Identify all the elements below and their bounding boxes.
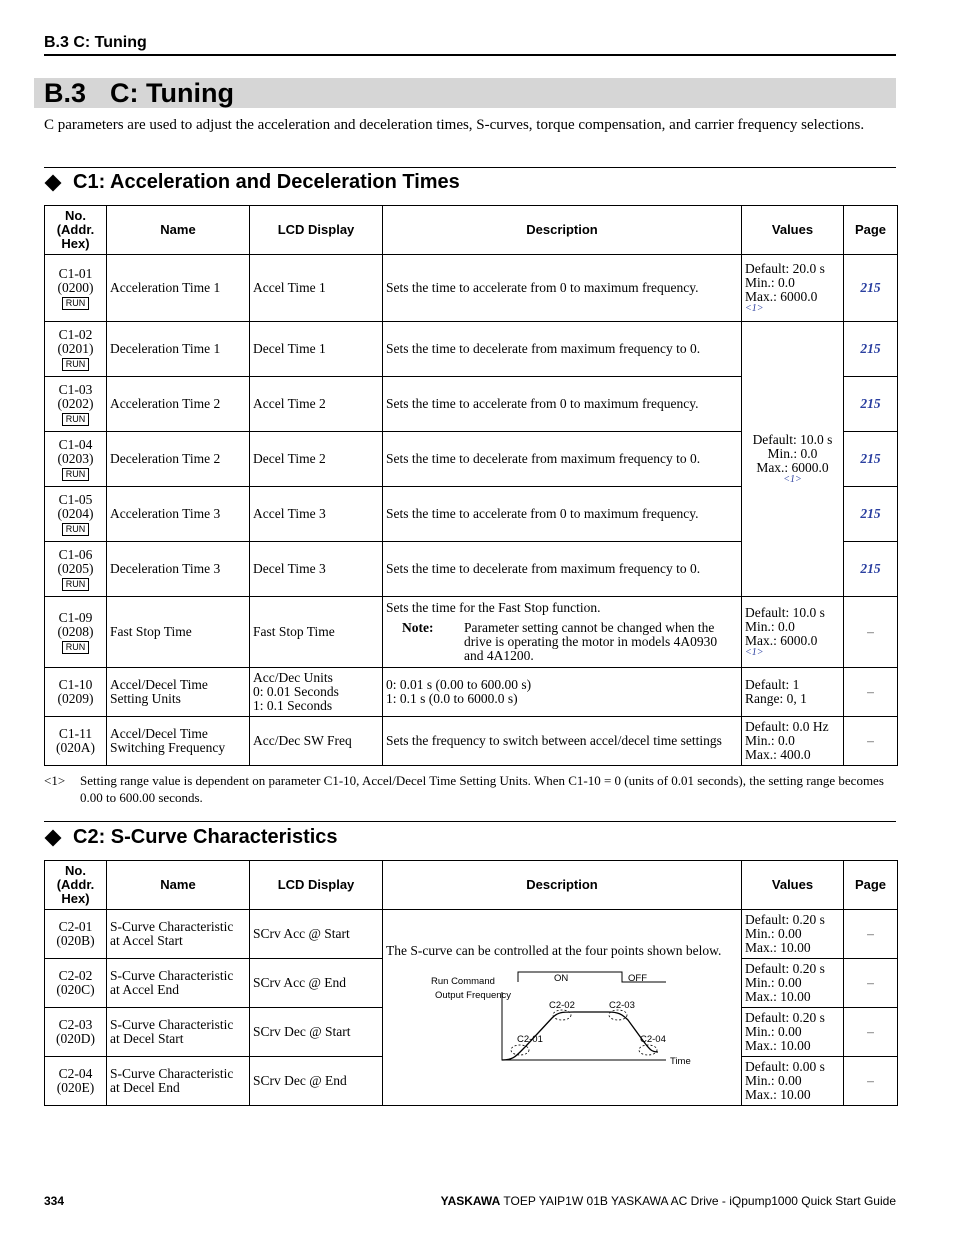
- c2-04-label: C2-04: [640, 1033, 666, 1045]
- c1-title: C1: Acceleration and Deceleration Times: [73, 171, 460, 193]
- run-badge: RUN: [62, 413, 90, 426]
- column-header: No. (Addr. Hex): [45, 206, 107, 255]
- table-header-row: [45, 861, 898, 910]
- table-row: [45, 668, 898, 717]
- page-ref: –: [844, 597, 898, 668]
- output-frequency-label: Output Frequency: [435, 989, 512, 1001]
- intro-paragraph: C parameters are used to adjust the acceleration and deceleration times, S-curves, torque compensation, and carrier frequency selections.: [44, 117, 865, 133]
- description: Sets the time to accelerate from 0 to maximum frequency.: [383, 487, 742, 542]
- param-name: S-Curve Characteristic at Accel End: [107, 959, 250, 1008]
- c1-parameter-table: [44, 205, 898, 766]
- c2-title: C2: S-Curve Characteristics: [73, 826, 338, 848]
- off-label: OFF: [628, 972, 647, 984]
- values: Default: 20.0 s Min.: 0.0 Max.: 6000.0 <1>: [742, 255, 844, 322]
- lcd-display: SCrv Dec @ End: [250, 1057, 383, 1106]
- lcd-display: Decel Time 3: [250, 542, 383, 597]
- param-number: C2-03 (020D): [45, 1008, 107, 1057]
- description: Sets the time to decelerate from maximum frequency to 0.: [383, 432, 742, 487]
- param-name: Acceleration Time 3: [107, 487, 250, 542]
- footer-brand: YASKAWA: [440, 1194, 501, 1208]
- param-number: C1-10 (0209): [45, 668, 107, 717]
- table-row: [45, 597, 898, 668]
- table-row: [45, 717, 898, 766]
- page-link[interactable]: 215: [844, 487, 898, 542]
- lcd-display: Decel Time 2: [250, 432, 383, 487]
- param-name: S-Curve Characteristic at Decel Start: [107, 1008, 250, 1057]
- footer-page-number: 334: [44, 1194, 65, 1208]
- param-name: Accel/Decel Time Switching Frequency: [107, 717, 250, 766]
- page-link[interactable]: 215: [844, 322, 898, 377]
- run-badge: RUN: [62, 578, 90, 591]
- column-header: Values: [742, 861, 844, 910]
- page-ref: –: [844, 668, 898, 717]
- table-row: [45, 255, 898, 322]
- page-ref: –: [844, 959, 898, 1008]
- diamond-bullet-icon: [45, 829, 62, 846]
- values: Default: 0.00 s Min.: 0.00 Max.: 10.00: [742, 1057, 844, 1106]
- values: Default: 0.20 s Min.: 0.00 Max.: 10.00: [742, 1008, 844, 1057]
- page-ref: –: [844, 910, 898, 959]
- footnote: [44, 772, 898, 806]
- table-header-row: [45, 206, 898, 255]
- run-badge: RUN: [62, 297, 90, 310]
- param-name: Acceleration Time 1: [107, 255, 250, 322]
- page-link[interactable]: 215: [844, 542, 898, 597]
- shared-values: Default: 10.0 s Min.: 0.0 Max.: 6000.0 <1>: [742, 322, 844, 597]
- c2-03-label: C2-03: [609, 999, 635, 1011]
- param-number: C1-11 (020A): [45, 717, 107, 766]
- param-name: S-Curve Characteristic at Accel Start: [107, 910, 250, 959]
- param-number: C2-02 (020C): [45, 959, 107, 1008]
- footnote-link[interactable]: <1>: [745, 647, 764, 658]
- section-title: [44, 78, 234, 108]
- description: Sets the frequency to switch between accel/decel time settings: [383, 717, 742, 766]
- footnote-link[interactable]: <1>: [745, 303, 764, 314]
- column-header: Page: [844, 206, 898, 255]
- s-curve-description: [383, 910, 742, 1106]
- param-number: C2-04 (020E): [45, 1057, 107, 1106]
- c1-rule: [44, 167, 896, 168]
- table-row: [45, 322, 898, 377]
- time-label: Time: [670, 1055, 691, 1067]
- lcd-display: Decel Time 1: [250, 322, 383, 377]
- description: Sets the time to accelerate from 0 to maximum frequency.: [383, 255, 742, 322]
- lcd-display: Accel Time 1: [250, 255, 383, 322]
- description: Sets the time to decelerate from maximum frequency to 0.: [383, 542, 742, 597]
- column-header: Description: [383, 861, 742, 910]
- c2-01-label: C2-01: [517, 1033, 543, 1045]
- footnote-link[interactable]: <1>: [783, 474, 802, 485]
- values: Default: 0.0 Hz Min.: 0.0 Max.: 400.0: [742, 717, 844, 766]
- column-header: No. (Addr. Hex): [45, 861, 107, 910]
- param-name: Deceleration Time 1: [107, 322, 250, 377]
- section-title-text: C: Tuning: [110, 78, 234, 108]
- column-header: Values: [742, 206, 844, 255]
- param-number: C2-01 (020B): [45, 910, 107, 959]
- column-header: Description: [383, 206, 742, 255]
- page-ref: –: [844, 1057, 898, 1106]
- column-header: Name: [107, 861, 250, 910]
- c2-heading: [44, 826, 338, 849]
- values: Default: 0.20 s Min.: 0.00 Max.: 10.00: [742, 959, 844, 1008]
- lcd-display: SCrv Acc @ End: [250, 959, 383, 1008]
- param-name: S-Curve Characteristic at Decel End: [107, 1057, 250, 1106]
- note: [386, 621, 738, 663]
- param-name: Deceleration Time 2: [107, 432, 250, 487]
- on-label: ON: [554, 972, 569, 984]
- description: Sets the time to accelerate from 0 to maximum frequency.: [383, 377, 742, 432]
- page-ref: –: [844, 1008, 898, 1057]
- lcd-display: SCrv Acc @ Start: [250, 910, 383, 959]
- header-rule: [44, 54, 896, 56]
- param-number: C1-01 (0200) RUN: [45, 255, 107, 322]
- param-number: C1-03 (0202) RUN: [45, 377, 107, 432]
- lcd-display: Fast Stop Time: [250, 597, 383, 668]
- column-header: Page: [844, 861, 898, 910]
- param-number: C1-06 (0205) RUN: [45, 542, 107, 597]
- run-badge: RUN: [62, 468, 90, 481]
- description: The S-curve can be controlled at the four points shown below.: [386, 942, 722, 958]
- column-header: Name: [107, 206, 250, 255]
- c1-heading: [44, 171, 460, 194]
- description: Sets the time for the Fast Stop function. Note: Parameter setting cannot be changed when the drive is operating the motor in models 4A0930 and 4A1200.: [383, 597, 742, 668]
- footer-title: [441, 1194, 896, 1208]
- table-row: [45, 910, 898, 959]
- values: Default: 0.20 s Min.: 0.00 Max.: 10.00: [742, 910, 844, 959]
- param-name: Acceleration Time 2: [107, 377, 250, 432]
- page-link[interactable]: 215: [844, 255, 898, 322]
- param-number: C1-05 (0204) RUN: [45, 487, 107, 542]
- c2-parameter-table: [44, 860, 898, 1106]
- lcd-display: Acc/Dec Units 0: 0.01 Seconds 1: 0.1 Seconds: [250, 668, 383, 717]
- footnote-mark: <1>: [44, 773, 66, 788]
- description: 0: 0.01 s (0.00 to 600.00 s) 1: 0.1 s (0.0 to 6000.0 s): [383, 668, 742, 717]
- param-name: Fast Stop Time: [107, 597, 250, 668]
- column-header: LCD Display: [250, 206, 383, 255]
- s-curve-diagram: [386, 962, 738, 1072]
- values: Default: 10.0 s Min.: 0.0 Max.: 6000.0 <1>: [742, 597, 844, 668]
- diamond-bullet-icon: [45, 174, 62, 191]
- footnote-text: Setting range value is dependent on parameter C1-10, Accel/Decel Time Setting Units. When C1-10 = 0 (units of 0.01 seconds), the setting range becomes 0.00 to 600.00 seconds.: [80, 773, 884, 805]
- run-badge: RUN: [62, 641, 90, 654]
- param-number: C1-09 (0208) RUN: [45, 597, 107, 668]
- output-frequency-axes: [502, 992, 666, 1060]
- note-text: Parameter setting cannot be changed when the drive is operating the motor in models 4A0930 and 4A1200.: [464, 620, 718, 663]
- run-badge: RUN: [62, 523, 90, 536]
- lcd-display: Accel Time 2: [250, 377, 383, 432]
- lcd-display: Acc/Dec SW Freq: [250, 717, 383, 766]
- column-header: LCD Display: [250, 861, 383, 910]
- description: Sets the time to decelerate from maximum frequency to 0.: [383, 322, 742, 377]
- param-number: C1-04 (0203) RUN: [45, 432, 107, 487]
- section-number: B.3: [44, 78, 87, 108]
- lcd-display: Accel Time 3: [250, 487, 383, 542]
- lcd-display: SCrv Dec @ Start: [250, 1008, 383, 1057]
- footer-doc-title: TOEP YAIP1W 01B YASKAWA AC Drive - iQpump1000 Quick Start Guide: [503, 1194, 896, 1208]
- page-ref: –: [844, 717, 898, 766]
- run-command-label: Run Command: [431, 975, 495, 987]
- running-head: B.3 C: Tuning: [44, 34, 147, 51]
- c2-rule: [44, 821, 896, 822]
- page-link[interactable]: 215: [844, 377, 898, 432]
- run-badge: RUN: [62, 358, 90, 371]
- param-number: C1-02 (0201) RUN: [45, 322, 107, 377]
- page-link[interactable]: 215: [844, 432, 898, 487]
- values: Default: 1 Range: 0, 1: [742, 668, 844, 717]
- param-name: Accel/Decel Time Setting Units: [107, 668, 250, 717]
- c2-02-label: C2-02: [549, 999, 575, 1011]
- note-label: Note:: [402, 620, 434, 635]
- param-name: Deceleration Time 3: [107, 542, 250, 597]
